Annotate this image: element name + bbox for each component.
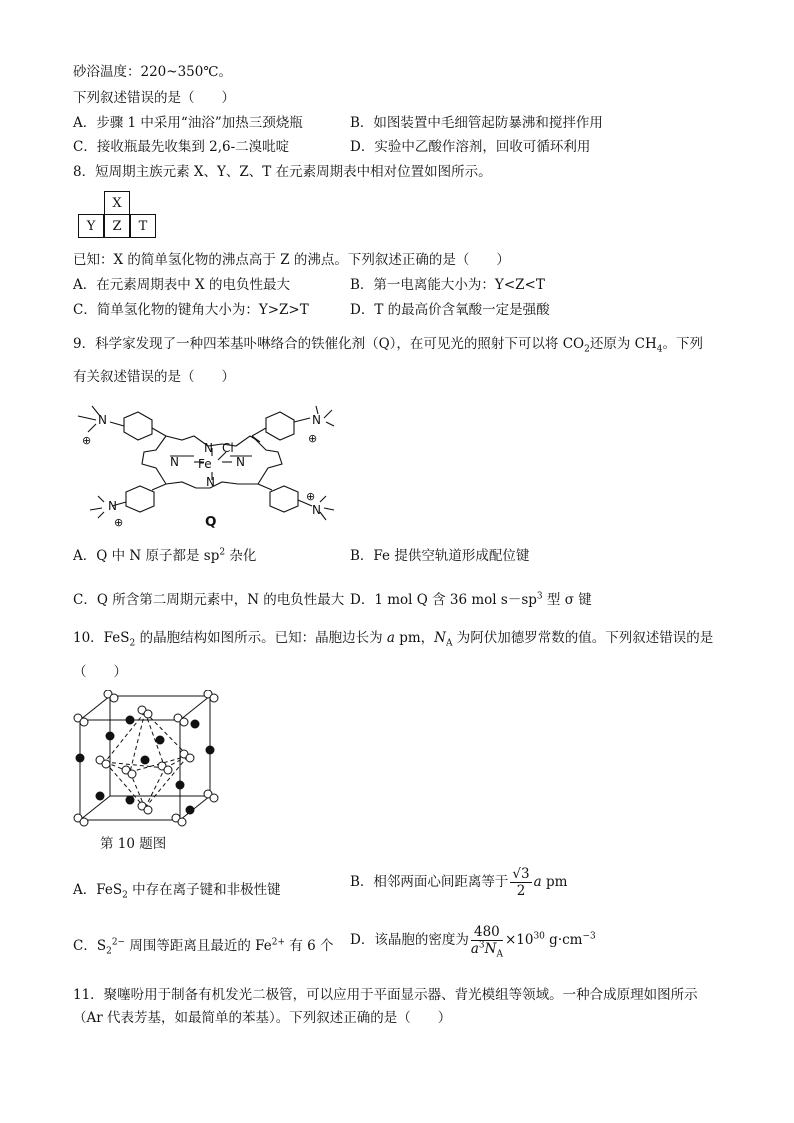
q10-b-fraction	[510, 866, 531, 899]
label-n-left: N	[170, 455, 179, 469]
q10-b-var: a	[533, 874, 542, 890]
q10-d-times: ×10	[504, 932, 534, 948]
fes2-unit-cell-diagram	[70, 690, 220, 830]
q9-option-a	[73, 546, 256, 566]
q10-stem-d: 为阿伏加德罗常数的值。下列叙述错误的是	[452, 630, 714, 646]
q10-b-unit: pm	[541, 874, 568, 890]
q9-a-sup: 2	[219, 547, 226, 558]
q10-a-text: A．FeS	[73, 882, 123, 898]
label-n-right: N	[236, 455, 245, 469]
q10-figure-caption: 第 10 题图	[100, 836, 167, 852]
q10-na-var: N	[434, 630, 446, 646]
q10-c-text: C．S	[73, 938, 107, 954]
q10-stem-b: 的晶胞结构如图所示。已知：晶胞边长为	[135, 630, 387, 646]
q10-d-den	[470, 940, 503, 960]
label-n-top-right: N	[312, 413, 321, 427]
label-n-bottom-left: N	[108, 499, 117, 513]
q7-option-a: A．步骤 1 中采用“油浴”加热三颈烧瓶	[73, 115, 303, 131]
plus-bottom-right: ⊕	[306, 490, 316, 503]
q10-option-c	[73, 936, 334, 956]
q10-b-den: 2	[516, 883, 526, 899]
q9-d-text: D．1 mol Q 含 36 mol s－sp	[350, 592, 537, 608]
q10-stem	[73, 628, 713, 648]
label-n-lower: N	[206, 475, 215, 489]
cell-y: Y	[78, 214, 104, 238]
q10-c-sup2: 2+	[271, 937, 286, 948]
q10-a-text2: 中存在离子键和非极性键	[127, 882, 281, 898]
q9-stem-part-a: 9．科学家发现了一种四苯基卟啉络合的铁催化剂（Q），在可见光的照射下可以将 CO	[73, 336, 585, 352]
plus-top-right: ⊕	[308, 432, 318, 445]
q10-c-text2: 周围等距离且最近的 Fe	[125, 938, 272, 954]
q10-c-sup: 2−	[111, 937, 126, 948]
q9-stem	[73, 334, 703, 354]
cell-z: Z	[104, 214, 130, 238]
q9-stem-part-c: 。下列	[662, 336, 703, 352]
q10-d-sup: 30	[533, 931, 545, 942]
q10-a-sub: 2	[122, 890, 128, 901]
label-cl: Cl	[222, 441, 234, 455]
q9-option-d	[350, 590, 592, 610]
q10-d-unit: g·cm	[544, 932, 583, 948]
q10-na-sub: A	[445, 638, 453, 649]
label-n-top-left: N	[98, 413, 107, 427]
q10-b-text: B．相邻两面心间距离等于	[350, 874, 509, 890]
plus-top-left: ⊕	[82, 434, 92, 447]
q10-option-d	[350, 924, 596, 960]
q10-d-den-sup: 3	[478, 940, 485, 951]
q9-option-c: C．Q 所含第二周期元素中，N 的电负性最大	[73, 592, 345, 608]
sand-bath-text: 砂浴温度：220~350℃。	[73, 64, 232, 80]
q7-option-d: D．实验中乙酸作溶剂，回收可循环利用	[350, 139, 591, 155]
plus-bottom-left: ⊕	[114, 516, 124, 529]
q10-d-den-sub: A	[496, 949, 503, 960]
cell-t: T	[130, 214, 156, 238]
q9-d-sup: 3	[536, 591, 543, 602]
q9-option-b: B．Fe 提供空轨道形成配位键	[350, 548, 530, 564]
q9-a-text: A．Q 中 N 原子都是 sp	[73, 548, 220, 564]
q11-stem-line2: （Ar 代表芳基，如最简单的苯基）。下列叙述正确的是（ ）	[73, 1010, 452, 1026]
q10-c-text3: 有 6 个	[285, 938, 334, 954]
q10-d-den-a: a	[470, 941, 479, 957]
q9-figure-label: Q	[205, 514, 217, 530]
q10-d-text: D．该晶胞的密度为	[350, 932, 469, 948]
q10-d-sup2: −3	[582, 931, 596, 942]
porphyrin-structure-diagram	[70, 392, 370, 532]
label-n-upper: N	[204, 441, 213, 455]
q10-c-sub: 2	[106, 946, 112, 957]
q10-a-var: a	[386, 630, 395, 646]
q8-option-d: D．T 的最高价含氧酸一定是强酸	[350, 302, 550, 318]
q7-option-c: C．接收瓶最先收集到 2,6-二溴吡啶	[73, 139, 290, 155]
q10-stem-line2: （ ）	[73, 664, 127, 680]
q8-option-b: B．第一电离能大小为：Y<Z<T	[350, 277, 545, 293]
q10-d-fraction	[470, 924, 503, 960]
label-n-bottom-right: N	[312, 503, 321, 517]
q10-b-num: √3	[512, 866, 530, 882]
q8-option-a: A．在元素周期表中 X 的电负性最大	[73, 277, 290, 293]
q10-stem-c: pm，	[394, 630, 435, 646]
q10-stem-a: 10．FeS	[73, 630, 130, 646]
q10-d-num: 480	[471, 924, 503, 941]
cell-x: X	[104, 191, 130, 215]
q7-option-b: B．如图装置中毛细管起防暴沸和搅拌作用	[350, 115, 603, 131]
q8-stem: 8．短周期主族元素 X、Y、Z、T 在元素周期表中相对位置如图所示。	[73, 164, 492, 180]
q11-stem-line1: 11．聚噻吩用于制备有机发光二极管，可以应用于平面显示器、背光模组等领域。一种合成原理如图所示	[73, 987, 698, 1003]
ch4-subscript: 4	[656, 344, 663, 355]
q10-stem-sub: 2	[129, 638, 136, 649]
q9-stem-part-b: 还原为 CH	[589, 336, 657, 352]
q10-option-a	[73, 880, 281, 900]
q7-stem: 下列叙述错误的是（ ）	[73, 90, 235, 106]
q10-option-b	[350, 866, 567, 899]
q8-option-c: C．简单氢化物的键角大小为：Y>Z>T	[73, 302, 309, 318]
q8-known: 已知：X 的简单氢化物的沸点高于 Z 的沸点。下列叙述正确的是（ ）	[73, 252, 510, 268]
q9-d-text2: 型 σ 键	[542, 592, 592, 608]
co2-subscript: 2	[584, 344, 590, 355]
q9-a-text2: 杂化	[225, 548, 257, 564]
q10-d-den-n: N	[484, 941, 497, 957]
label-fe: Fe	[198, 457, 212, 471]
q9-stem-line2: 有关叙述错误的是（ ）	[73, 369, 235, 385]
